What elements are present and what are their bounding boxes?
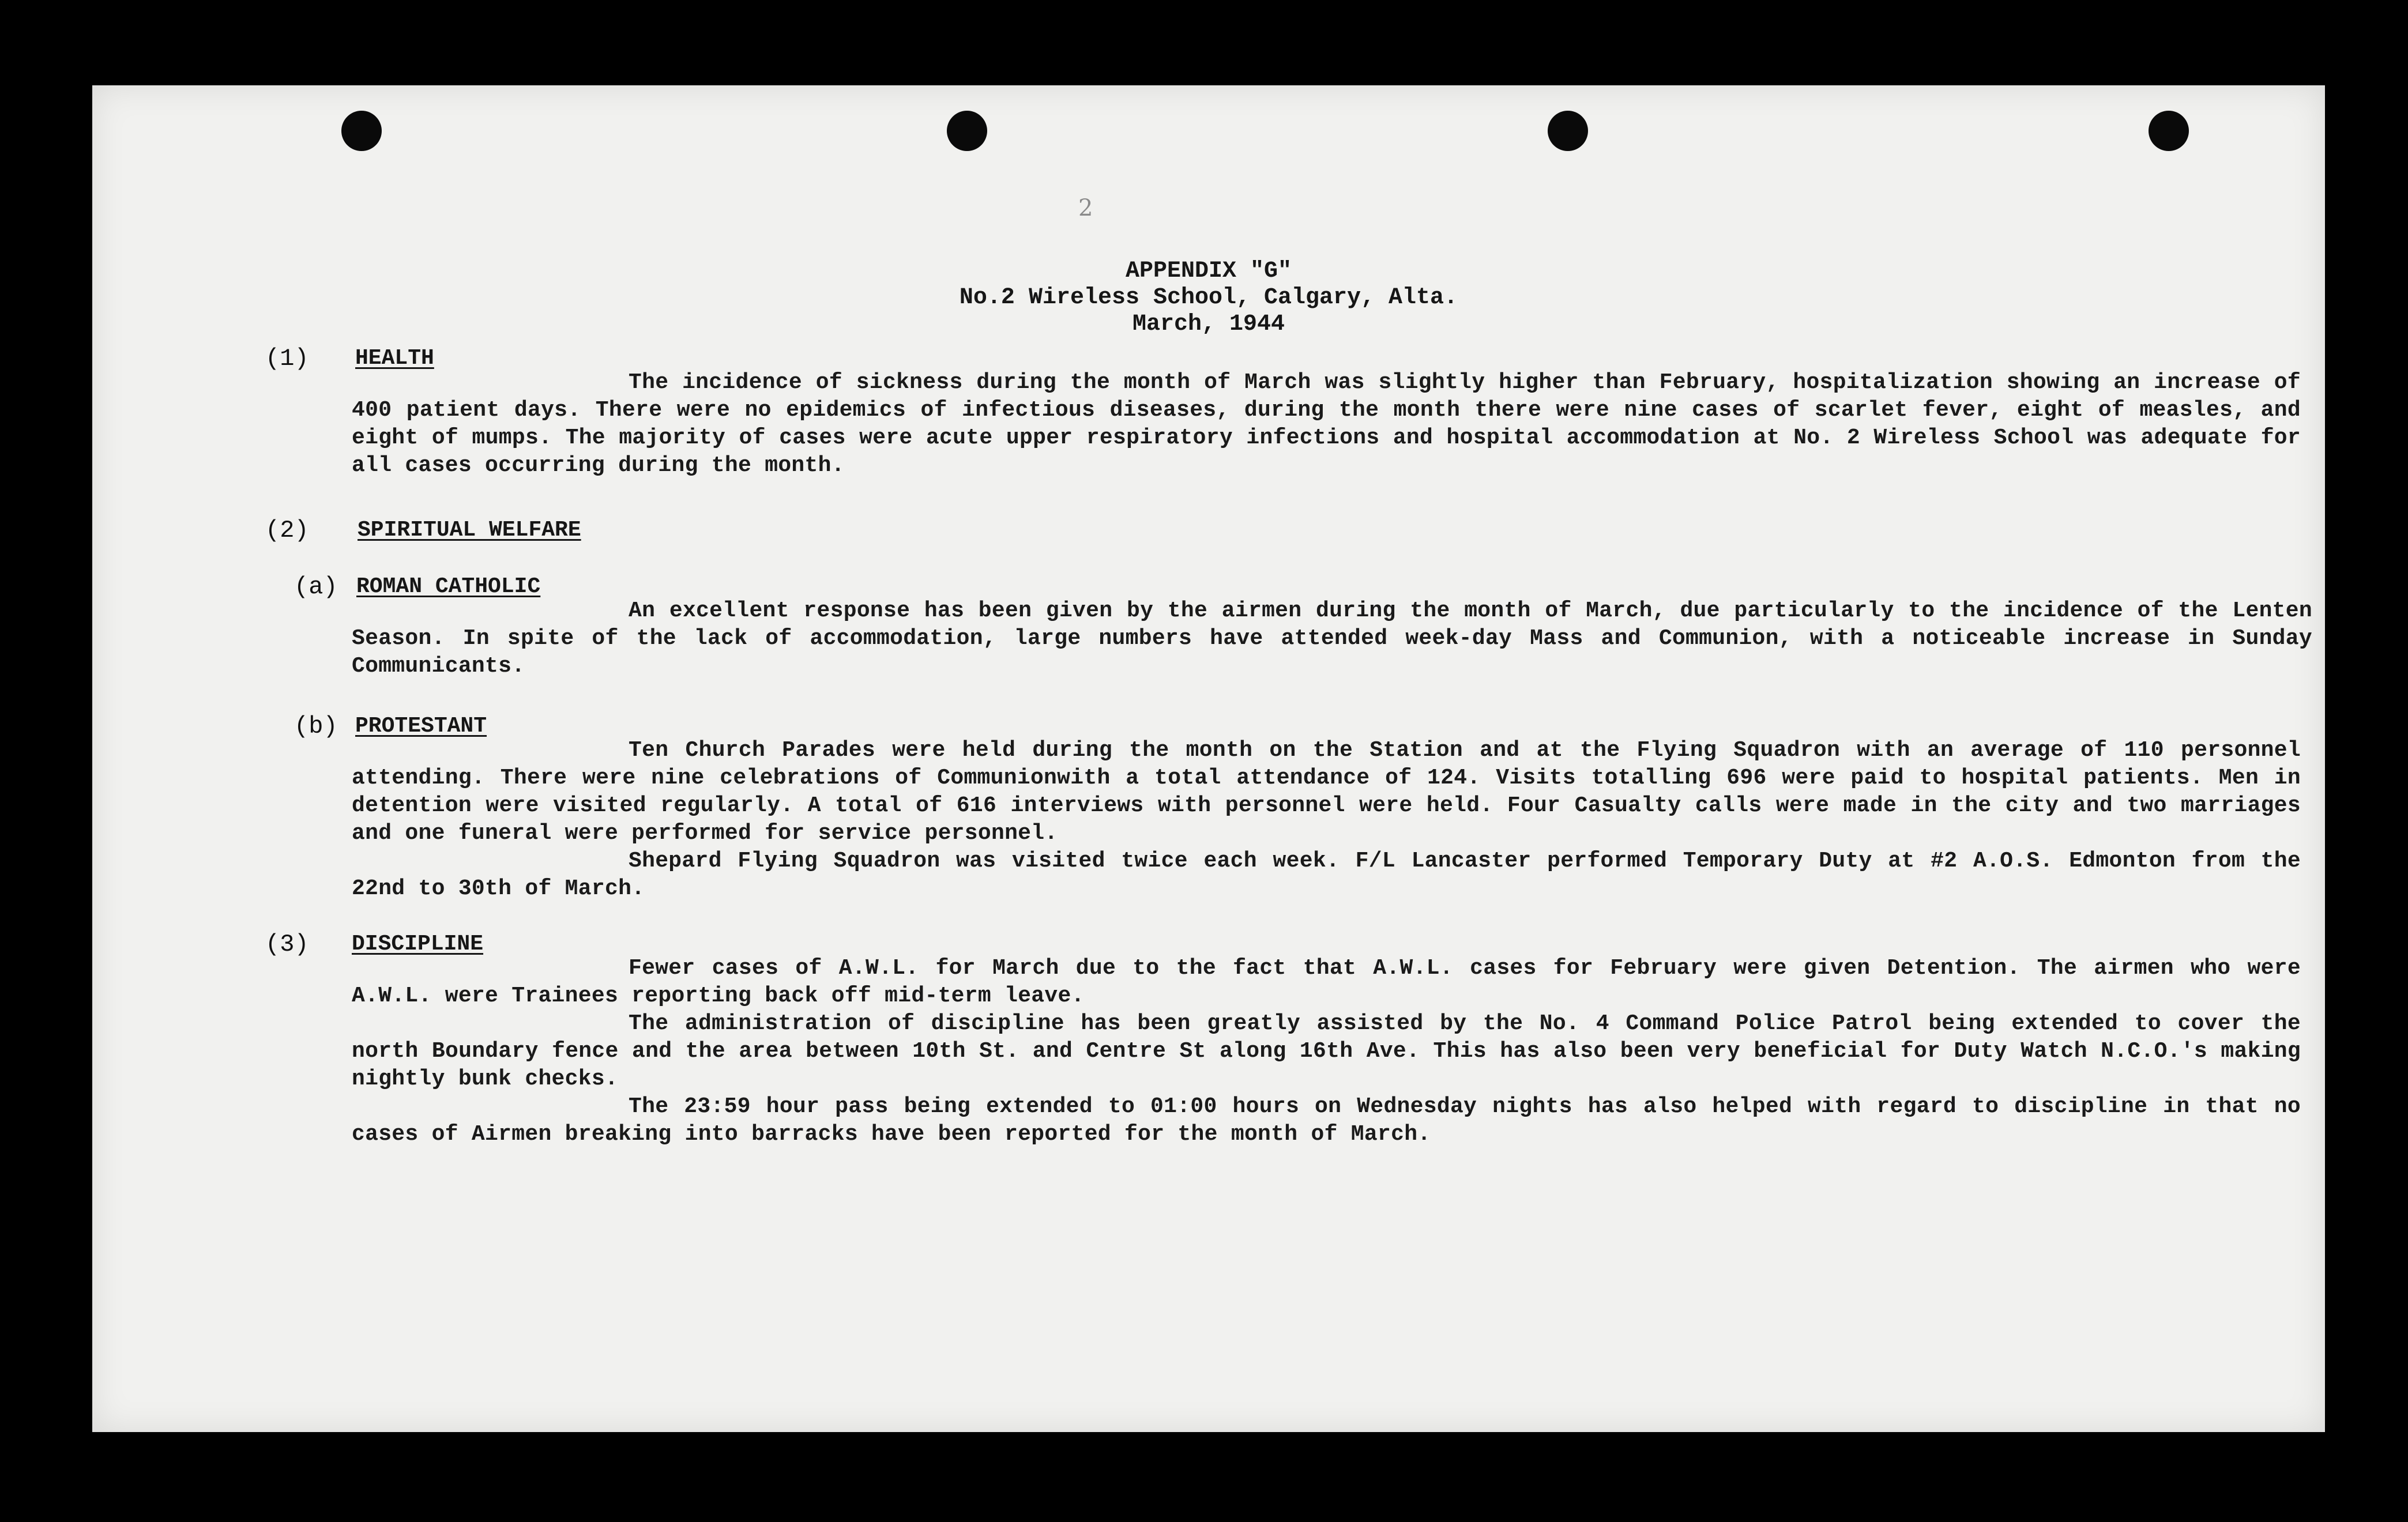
protestant-paragraph-2: Shepard Flying Squadron was visited twice each week. F/L Lancaster performed Temporary Duty at #2 A.O.S. Edmonton from the 22nd to 30th of March. <box>352 849 2301 901</box>
punch-hole-2 <box>947 111 987 151</box>
discipline-paragraph-2: The administration of discipline has been greatly assisted by the No. 4 Command Police Patrol being extended to cover the north Boundary fence and the area between 10th St. and Centre St along 16th Ave. This has also been very beneficial for Duty Watch N.C.O.'s making nightly bunk checks. <box>352 1011 2301 1091</box>
subsection-letter-roman-catholic: (a) <box>294 573 338 601</box>
subsection-heading-roman-catholic: ROMAN CATHOLIC <box>356 574 541 599</box>
punch-hole-3 <box>1548 111 1588 151</box>
section-heading-spiritual: SPIRITUAL WELFARE <box>358 518 581 543</box>
appendix-title: APPENDIX "G" <box>1125 258 1292 284</box>
health-paragraph: The incidence of sickness during the month of March was slightly higher than February, hospitalization showing an increase of 400 patient days. There were no epidemics of infectious diseases, during the month there were nine cases of scarlet fever, eight of measles, and eight of mumps. The majority of cases were acute upper respiratory infections and hospital accommodation at No. 2 Wireless School was adequate for all cases occurring during the month. <box>352 370 2301 478</box>
document-date: March, 1944 <box>1132 311 1285 337</box>
discipline-paragraph-3: The 23:59 hour pass being extended to 01:00 hours on Wednesday nights has also helped with regard to discipline in that no cases of Airmen breaking into barracks have been reported for the month of March. <box>352 1094 2301 1147</box>
page-mark: 2 <box>1078 195 1093 221</box>
unit-name: No.2 Wireless School, Calgary, Alta. <box>959 285 1458 311</box>
protestant-paragraph-1: Ten Church Parades were held during the month on the Station and at the Flying Squadron with an average of 110 personnel attending. There were nine celebrations of Communionwith a total attendance of 124. Visits totalling 696 were paid to hospital patients. Men in detention were visited regularly. A total of 616 interviews with personnel were held. Four Casualty calls were made in the city and two marriages and one funeral were performed for service personnel. <box>352 738 2301 846</box>
section-number-spiritual: (2) <box>265 517 309 544</box>
roman-catholic-paragraph: An excellent response has been given by the airmen during the month of March, due particularly to the incidence of the Lenten Season. In spite of the lack of accommodation, large numbers have attended week-day Mass and Communion, with a noticeable increase in Sunday Communicants. <box>352 598 2312 679</box>
discipline-paragraph-1: Fewer cases of A.W.L. for March due to the fact that A.W.L. cases for February were given Detention. The airmen who were A.W.L. were Trainees reporting back off mid-term leave. <box>352 956 2301 1008</box>
document-header <box>92 258 2325 338</box>
section-heading-discipline: DISCIPLINE <box>352 932 484 956</box>
punch-hole-4 <box>2149 111 2189 151</box>
punch-hole-1 <box>341 111 382 151</box>
document-page <box>92 85 2325 1432</box>
section-number-health: (1) <box>265 345 309 372</box>
section-heading-health: HEALTH <box>355 346 434 371</box>
subsection-heading-protestant: PROTESTANT <box>355 714 487 739</box>
subsection-letter-protestant: (b) <box>294 713 338 740</box>
section-number-discipline: (3) <box>265 930 309 958</box>
